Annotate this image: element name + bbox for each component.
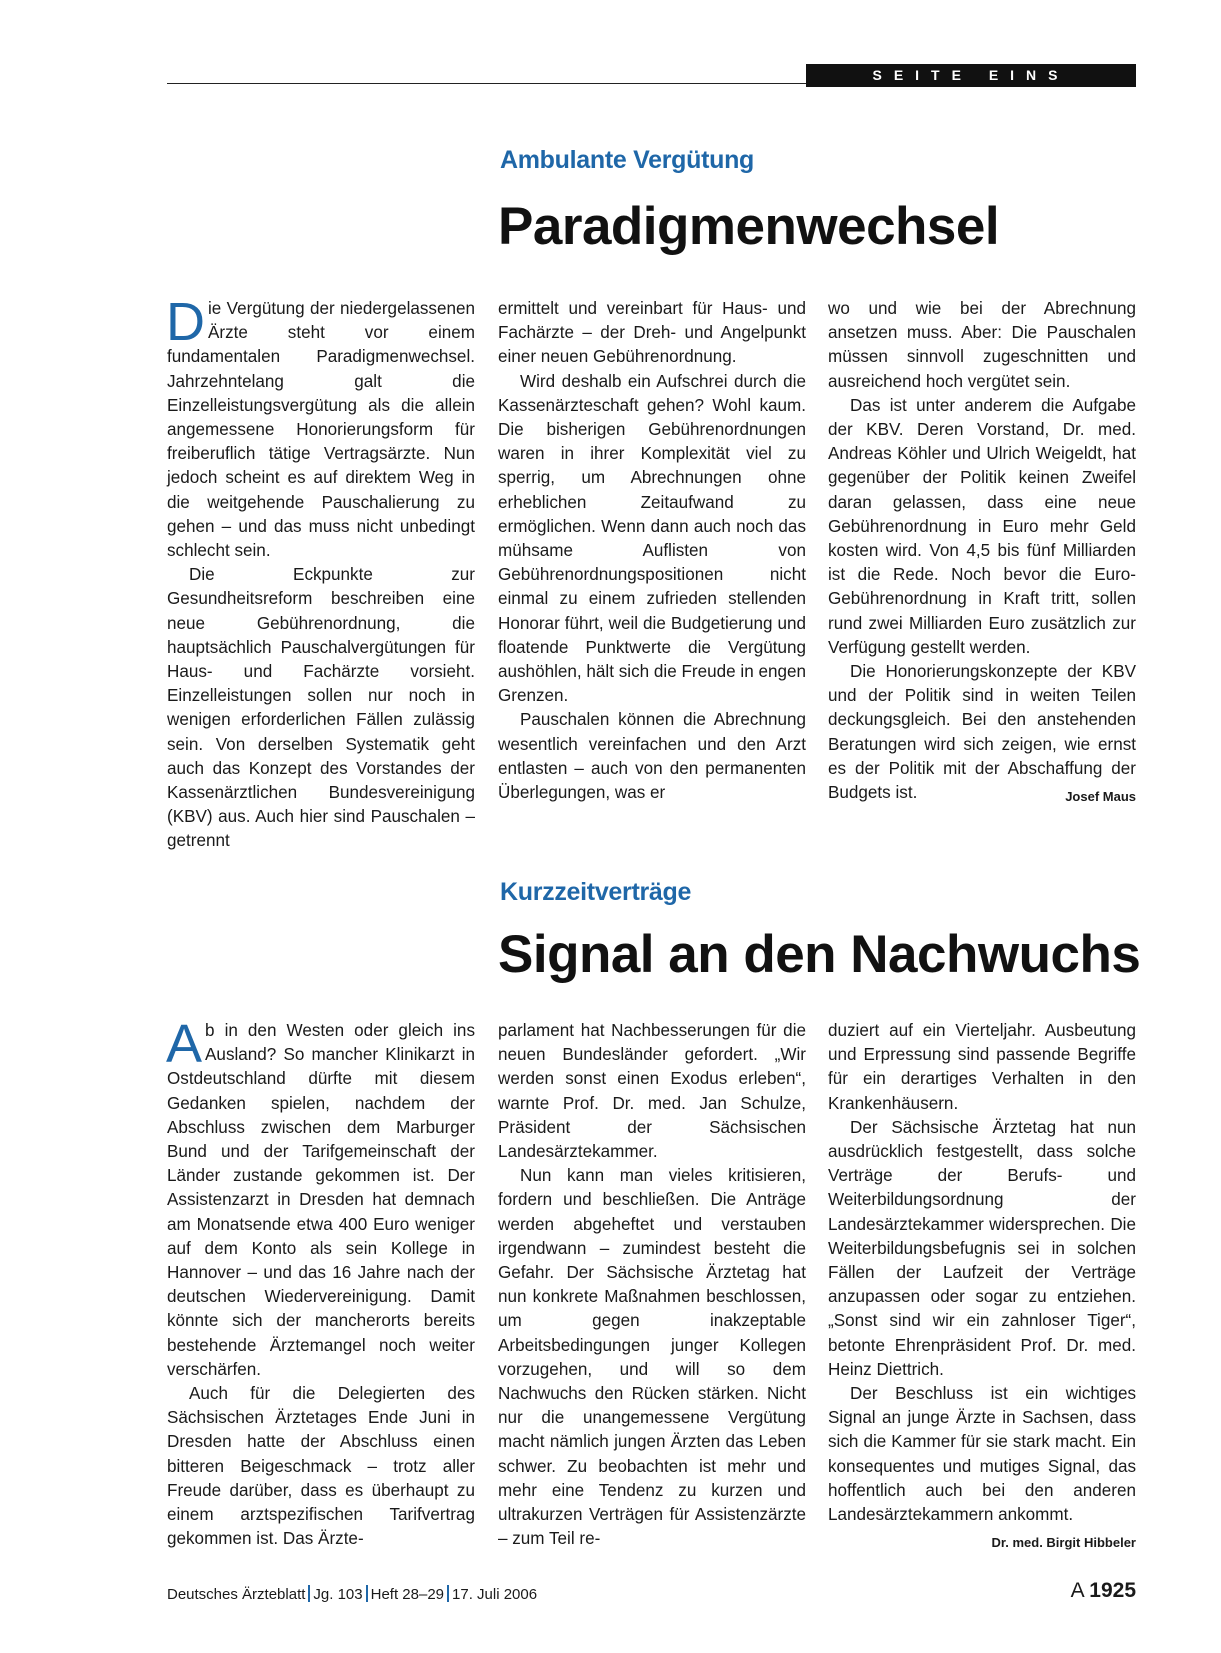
paragraph: duziert auf ein Vierteljahr. Ausbeutung und Erpressung sind passende Begriffe für ein derartiges Verhalten in den Krankenhäusern.	[828, 1021, 1136, 1113]
paragraph: Pauschalen können die Abrechnung wesentlich vereinfachen und den Arzt entlasten – auch von den permanenten Überlegungen, was er	[498, 710, 806, 803]
paragraph: Auch für die Delegierten des Sächsischen Ärztetages Ende Juni in Dresden hatte der Abschluss einen bitteren Beigeschmack – trotz aller Freude darüber, dass es überhaupt zu einem arztspezifischen Tarifvertrag gekommen ist. Das Ärzte-	[167, 1384, 475, 1549]
paragraph: b in den Westen oder gleich ins Ausland? So mancher Klinikarzt in Ostdeutschland dürfte mit diesem Gedanken spielen, nachdem der Abschluss zwischen dem Marburger Bund und der Tarifgemeinschaft der Länder zustande gekommen ist. Der Assistenzarzt in Dresden hat demnach am Monatsende etwa 400 Euro weniger auf dem Konto als sein Kollege in Hannover – und das 16 Jahre nach der deutschen Wiedervereinigung. Damit könnte sich der mancherorts bereits bestehende Ärztemangel noch weiter verschärfen.	[167, 1021, 475, 1379]
separator	[308, 1585, 310, 1602]
article2-column-2	[498, 1019, 806, 1551]
section-label: SEITE EINS	[806, 64, 1136, 87]
article1-column-1	[166, 292, 475, 854]
separator	[366, 1585, 368, 1602]
separator	[447, 1585, 449, 1602]
issue-date: 17. Juli 2006	[452, 1586, 538, 1603]
article2-kicker: Kurzzeitverträge	[500, 878, 692, 906]
paragraph: parlament hat Nachbesserungen für die neuen Bundesländer gefordert. „Wir werden sonst einen Exodus erleben“, warnte Prof. Dr. med. Jan Schulze, Präsident der Sächsischen Landesärztekammer.	[498, 1021, 806, 1162]
article2-column-3	[828, 1019, 1136, 1555]
article1-column-3	[828, 297, 1136, 809]
author-byline: Dr. med. Birgit Hibbeler	[991, 1535, 1136, 1551]
article1-column-2	[498, 297, 806, 805]
paragraph: Die Honorierungskonzepte der KBV und der Politik sind in weiten Teilen deckungsgleich. Bei den anstehenden Beratungen wird sich zeigen, wie ernst es der Politik mit der Abschaffung der Budgets ist.	[828, 662, 1136, 803]
article2-headline: Signal an den Nachwuchs	[498, 925, 1141, 984]
paragraph: Wird deshalb ein Aufschrei durch die Kassenärzteschaft gehen? Wohl kaum. Die bisherigen Gebührenordnungen waren in ihrer Komplexität viel zu sperrig, um Abrechnungen ohne erheblichen Zeitaufwand zu ermöglichen. Wenn dann auch noch das mühsame Auflisten von Gebührenordnungspositionen nicht einmal zu einem zufrieden stellenden Honorar führt, weil die Budgetierung und floatende Punktwerte die Vergütung aushöhlen, hält sich die Freude in engen Grenzen.	[498, 371, 806, 706]
paragraph: ermittelt und vereinbart für Haus- und Fachärzte – der Dreh- und Angelpunkt einer neuen Gebührenordnung.	[498, 299, 806, 367]
article1-headline: Paradigmenwechsel	[498, 197, 1000, 256]
paragraph: Das ist unter anderem die Aufgabe der KBV. Deren Vorstand, Dr. med. Andreas Köhler und Ulrich Weigeldt, hat gegenüber der Politik keinen Zweifel daran gelassen, dass eine neue Gebührenordnung in Euro mehr Geld kosten wird. Von 4,5 bis fünf Milliarden ist die Rede. Noch bevor die Euro-Gebührenordnung in Kraft tritt, sollen rund zwei Milliarden Euro zusätzlich zur Verfügung gestellt werden.	[828, 395, 1136, 657]
paragraph: wo und wie bei der Abrechnung ansetzen muss. Aber: Die Pauschalen müssen sinnvoll zugeschnitten und ausreichend hoch vergütet sein.	[828, 299, 1136, 391]
drop-cap: D	[166, 292, 205, 352]
paragraph: Der Beschluss ist ein wichtiges Signal an junge Ärzte in Sachsen, dass sich die Kammer für sie stark macht. Ein konsequentes und mutiges Signal, das hoffentlich auch bei den anderen Landesärztekammern ankommt.	[828, 1384, 1136, 1525]
drop-cap: A	[166, 1014, 203, 1074]
author-byline: Josef Maus	[1065, 789, 1136, 805]
page-number-value: 1925	[1089, 1579, 1136, 1602]
paragraph: Der Sächsische Ärztetag hat nun ausdrücklich festgestellt, dass solche Verträge der Berufs- und Weiterbildungsordnung der Landesärztekammer widersprechen. Die Weiterbildungsbefugnis sei in solchen Fällen der Laufzeit der Verträge anzupassen oder sogar zu entziehen. „Sonst sind wir ein zahnloser Tiger“, betonte Ehrenpräsident Prof. Dr. med. Heinz Diettrich.	[828, 1117, 1136, 1379]
paragraph: Nun kann man vieles kritisieren, fordern und beschließen. Die Anträge werden abgeheftet und verstauben irgendwann – zumindest besteht die Gefahr. Der Sächsische Ärztetag hat nun konkrete Maßnahmen beschlossen, um gegen inakzeptable Arbeitsbedingungen junger Kollegen vorzugehen, und will so dem Nachwuchs den Rücken stärken. Nicht nur die unangemessene Vergütung macht nämlich jungen Ärzten das Leben schwer. Zu beobachten ist mehr und mehr eine Tendenz zu kurzen und ultrakurzen Verträgen für Assistenzärzte – zum Teil re-	[498, 1166, 806, 1549]
page-footer	[167, 1579, 1136, 1603]
volume: Jg. 103	[313, 1586, 363, 1603]
journal-name: Deutsches Ärzteblatt	[167, 1586, 306, 1603]
article2-column-1	[166, 1014, 475, 1551]
issue: Heft 28–29	[370, 1586, 445, 1603]
article1-kicker: Ambulante Vergütung	[500, 146, 755, 174]
paragraph: ie Vergütung der niedergelassenen Ärzte steht vor einem fundamentalen Paradigmenwechsel. Jahrzehntelang galt die Einzelleistungsvergütung als die allein angemessene Honorierungsform für freiberuflich tätige Vertragsärzte. Nun jedoch scheint es auf direktem Weg in die weitgehende Pauschalierung zu gehen – und das muss nicht unbedingt schlecht sein.	[167, 299, 475, 561]
page-prefix: A	[1070, 1579, 1084, 1602]
paragraph: Die Eckpunkte zur Gesundheitsreform beschreiben eine neue Gebührenordnung, die hauptsächlich Pauschalvergütungen für Haus- und Fachärzte vorsieht. Einzelleistungen sollen nur noch in wenigen erforderlichen Fällen zulässig sein. Von derselben Systematik geht auch das Konzept des Vorstandes der Kassenärztlichen Bundesvereinigung (KBV) aus. Auch hier sind Pauschalen – getrennt	[167, 565, 475, 851]
page-number	[1071, 1579, 1136, 1603]
